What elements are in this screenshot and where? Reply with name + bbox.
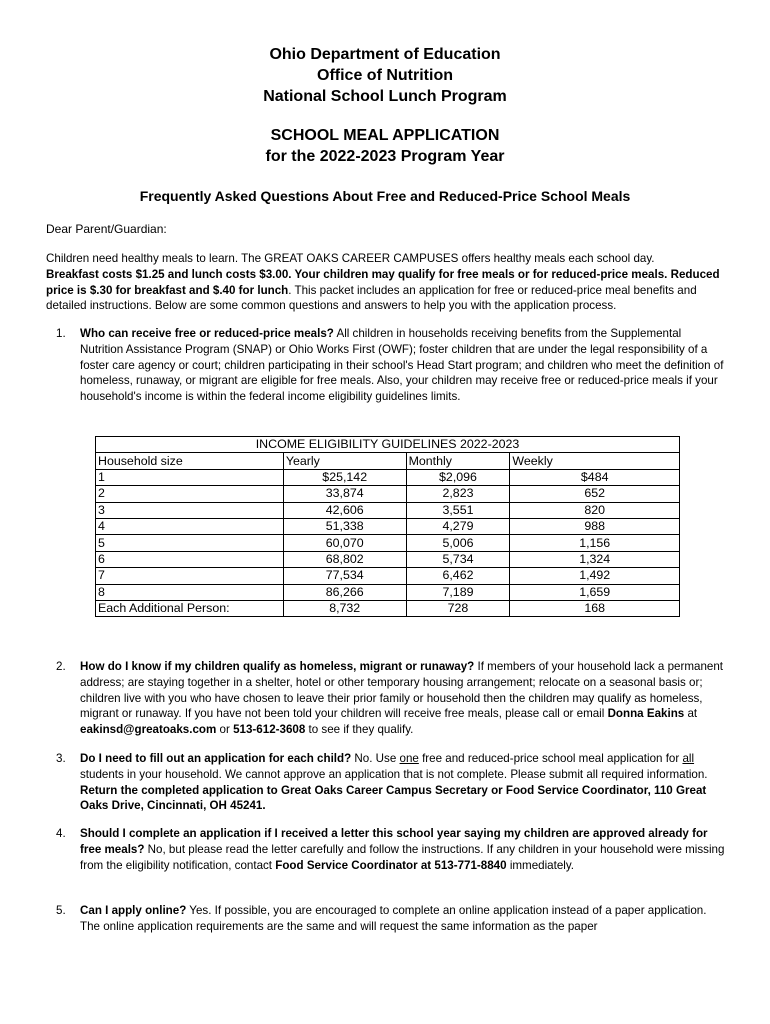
faq-answer-connector: at [684, 707, 698, 721]
table-cell: 1,659 [510, 584, 680, 600]
table-row [96, 502, 680, 518]
table-header-row [96, 453, 680, 469]
intro-text: Children need healthy meals to learn. The GREAT OAKS CAREER CAMPUSES offers healthy meals each school day. [46, 252, 655, 265]
faq-question: How do I know if my children qualify as homeless, migrant or runaway? [80, 660, 475, 673]
table-cell: 1 [96, 469, 284, 485]
table-cell: 1,492 [510, 568, 680, 584]
table-cell: $2,096 [406, 469, 510, 485]
table-row [96, 551, 680, 567]
table-row [96, 486, 680, 502]
faq-number: 4. [56, 827, 66, 840]
intro-text-end: . This packet includes an application for free or reduced-price meal benefits and detailed instructions. Below are some common questions and answers to help you with the application process. [46, 283, 697, 313]
table-cell: 728 [406, 600, 510, 616]
header-line-3: National School Lunch Program [263, 88, 507, 105]
table-header-cell: Household size [96, 453, 284, 469]
faq-answer: All children in households receiving benefits from the Supplemental Nutrition Assistance Program (SNAP) or Ohio Works First (OWF); foster children that are under the legal responsibility of a foster care agency or court; children participating in their school's Head Start program; and children who meet the definition of homeless, runaway, or migrant are eligible for free meals. Also, your children may receive free or reduced-price meals if your household's income is within the federal income eligibility guidelines limits. [80, 327, 724, 404]
faq-number: 5. [56, 904, 66, 917]
faq-answer: No, but please read the letter carefully and follow the instructions. If any children in your household were missing from the eligibility notification, contact [80, 842, 725, 872]
contact-email: eakinsd@greatoaks.com [80, 723, 217, 737]
agency-header [0, 44, 770, 107]
table-cell: 60,070 [283, 535, 406, 551]
title-line-1: SCHOOL MEAL APPLICATION [270, 127, 500, 144]
table-row [96, 584, 680, 600]
table-cell: 168 [510, 600, 680, 616]
table-cell: $484 [510, 469, 680, 485]
table-cell: 77,534 [283, 568, 406, 584]
header-line-1: Ohio Department of Education [269, 46, 501, 63]
faq-number: 1. [56, 327, 66, 340]
faq-question: Should I complete an application if I received a letter this school year saying my children are approved already for free meals? [80, 827, 708, 856]
table-header-cell: Monthly [406, 453, 510, 469]
table-row [96, 535, 680, 551]
faq-item-5 [46, 903, 726, 935]
underlined-all: all [682, 752, 695, 765]
table-cell: $25,142 [283, 469, 406, 485]
table-cell: 7,189 [406, 584, 510, 600]
table-header-cell: Weekly [510, 453, 680, 469]
faq-number: 3. [56, 752, 66, 765]
table-cell: Each Additional Person: [96, 600, 284, 616]
faq-question: Can I apply online? [80, 904, 187, 917]
table-cell: 3 [96, 502, 284, 518]
table-header-cell: Yearly [283, 453, 406, 469]
faq-heading: Frequently Asked Questions About Free and Reduced-Price School Meals [139, 188, 631, 204]
table-cell: 86,266 [283, 584, 406, 600]
contact-phone: 513-612-3608 [233, 723, 306, 737]
table-cell: 7 [96, 568, 284, 584]
table-cell: 2,823 [406, 486, 510, 502]
contact-name: Donna Eakins [607, 707, 685, 721]
faq-answer: Yes. If possible, you are encouraged to complete an online application instead of a paper application. The online application requirements are the same and will request the same information as the paper [80, 904, 707, 933]
table-cell: 2 [96, 486, 284, 502]
table-cell: 4 [96, 518, 284, 534]
faq-answer-connector: or [216, 723, 234, 737]
table-row [96, 518, 680, 534]
table-cell: 5,734 [406, 551, 510, 567]
faq-number: 2. [56, 660, 66, 673]
faq-item-3 [46, 751, 726, 814]
faq-answer-end: immediately. [506, 858, 575, 872]
faq-item-1 [46, 326, 726, 405]
table-row [96, 600, 680, 616]
table-cell: 33,874 [283, 486, 406, 502]
table-cell: 1,324 [510, 551, 680, 567]
faq-question: Do I need to fill out an application for each child? [80, 752, 352, 765]
faq-item-4 [46, 826, 726, 873]
faq-answer-end: to see if they qualify. [305, 723, 414, 737]
faq-answer: No. Use [351, 752, 400, 765]
faq-answer: students in your household. We cannot approve an application that is not complete. Please submit all required information. [80, 767, 708, 781]
faq-question: Who can receive free or reduced-price meals? [80, 327, 334, 340]
income-guidelines-table [95, 436, 680, 617]
table-cell: 5 [96, 535, 284, 551]
title-line-2: for the 2022-2023 Program Year [265, 148, 505, 165]
application-title [0, 125, 770, 167]
intro-paragraph [46, 251, 726, 314]
table-cell: 988 [510, 518, 680, 534]
table-cell: 8 [96, 584, 284, 600]
header-line-2: Office of Nutrition [317, 67, 453, 84]
faq-answer: If members of your household lack a permanent address; are staying together in a shelter, hotel or other temporary housing arrangement; relocate on a seasonal basis or; children live with you who have chosen to leave their prior family or household then the children may qualify as homeless, migrant or runaway. If you have not been told your children will receive free meals, please call or email [80, 660, 724, 721]
contact-coordinator: Food Service Coordinator at 513-771-8840 [275, 858, 507, 872]
table-cell: 6,462 [406, 568, 510, 584]
table-row [96, 568, 680, 584]
table-cell: 6 [96, 551, 284, 567]
table-cell: 68,802 [283, 551, 406, 567]
salutation: Dear Parent/Guardian: [46, 222, 167, 236]
table-cell: 8,732 [283, 600, 406, 616]
table-cell: 1,156 [510, 535, 680, 551]
table-cell: 42,606 [283, 502, 406, 518]
table-cell: 820 [510, 502, 680, 518]
table-cell: 5,006 [406, 535, 510, 551]
return-address: Return the completed application to Great Oaks Career Campus Secretary or Food Service Coordinator, 110 Great Oaks Drive, Cincinnati, OH 45241. [80, 783, 707, 813]
table-title: INCOME ELIGIBILITY GUIDELINES 2022-2023 [96, 437, 680, 453]
table-cell: 652 [510, 486, 680, 502]
table-cell: 3,551 [406, 502, 510, 518]
intro-prices: Breakfast costs $1.25 and lunch costs $3.00. Your children may qualify for free meals or for reduced-price meals. Reduced price is $.30 for breakfast and $.40 for lunch [46, 267, 720, 297]
underlined-one: one [399, 752, 419, 765]
table-cell: 4,279 [406, 518, 510, 534]
table-cell: 51,338 [283, 518, 406, 534]
faq-item-2 [46, 659, 726, 738]
faq-answer: free and reduced-price school meal application for [418, 752, 683, 765]
table-row [96, 469, 680, 485]
